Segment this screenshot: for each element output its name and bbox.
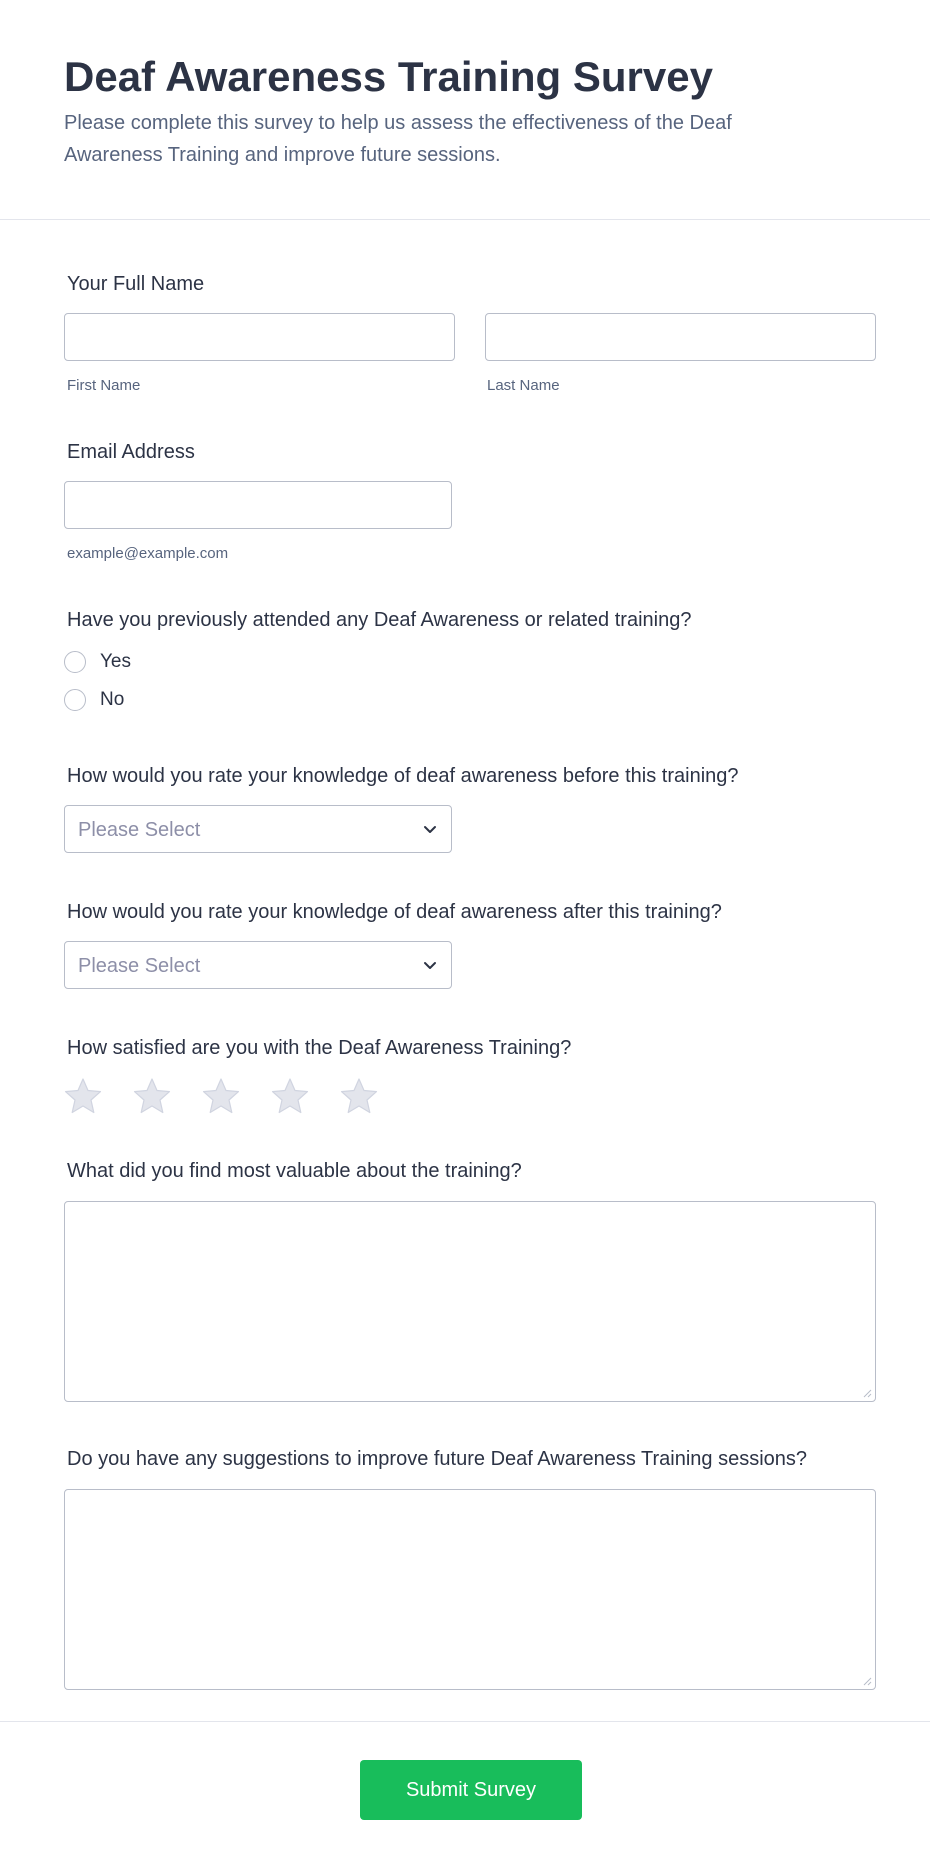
- form-header: [0, 0, 930, 220]
- select-value: Please Select: [78, 819, 201, 841]
- knowledge-after-label: How would you rate your knowledge of deaf awareness after this training?: [67, 901, 722, 923]
- previous-training-label: Have you previously attended any Deaf Awareness or related training?: [67, 609, 692, 631]
- star-icon[interactable]: [201, 1076, 241, 1116]
- suggestions-textarea[interactable]: [64, 1489, 876, 1690]
- radio-button[interactable]: [64, 689, 86, 711]
- chevron-down-icon: [421, 820, 439, 838]
- email-label: Email Address: [67, 441, 195, 463]
- first-name-sublabel: First Name: [67, 377, 141, 394]
- knowledge-before-select[interactable]: [64, 805, 452, 853]
- star-icon[interactable]: [270, 1076, 310, 1116]
- last-name-sublabel: Last Name: [487, 377, 560, 394]
- form-title: Deaf Awareness Training Survey: [64, 53, 713, 100]
- most-valuable-label: What did you find most valuable about the training?: [67, 1160, 522, 1182]
- radio-option-no[interactable]: [64, 687, 124, 713]
- star-icon[interactable]: [132, 1076, 172, 1116]
- last-name-input[interactable]: [485, 313, 876, 361]
- star-icon[interactable]: [339, 1076, 379, 1116]
- full-name-label: Your Full Name: [67, 273, 205, 295]
- first-name-input[interactable]: [64, 313, 455, 361]
- knowledge-before-label: How would you rate your knowledge of deaf awareness before this training?: [67, 765, 739, 787]
- email-sublabel: example@example.com: [67, 545, 229, 562]
- star-rating[interactable]: [63, 1076, 408, 1116]
- radio-option-yes[interactable]: [64, 649, 131, 675]
- radio-option-label: No: [100, 689, 125, 710]
- most-valuable-textarea[interactable]: [64, 1201, 876, 1402]
- chevron-down-icon: [421, 956, 439, 974]
- form-subtitle: Please complete this survey to help us assess the effectiveness of the Deaf Awareness Training and improve future sessions.: [64, 112, 732, 166]
- star-icon[interactable]: [63, 1076, 103, 1116]
- resize-handle-icon[interactable]: [862, 1676, 872, 1686]
- submit-survey-button[interactable]: Submit Survey: [360, 1760, 582, 1820]
- suggestions-label: Do you have any suggestions to improve future Deaf Awareness Training sessions?: [67, 1448, 808, 1470]
- select-value: Please Select: [78, 955, 201, 977]
- email-input[interactable]: [64, 481, 452, 529]
- knowledge-after-select[interactable]: [64, 941, 452, 989]
- form-footer: [0, 1721, 930, 1867]
- satisfaction-label: How satisfied are you with the Deaf Awareness Training?: [67, 1037, 572, 1059]
- radio-button[interactable]: [64, 651, 86, 673]
- radio-option-label: Yes: [100, 651, 131, 672]
- resize-handle-icon[interactable]: [862, 1388, 872, 1398]
